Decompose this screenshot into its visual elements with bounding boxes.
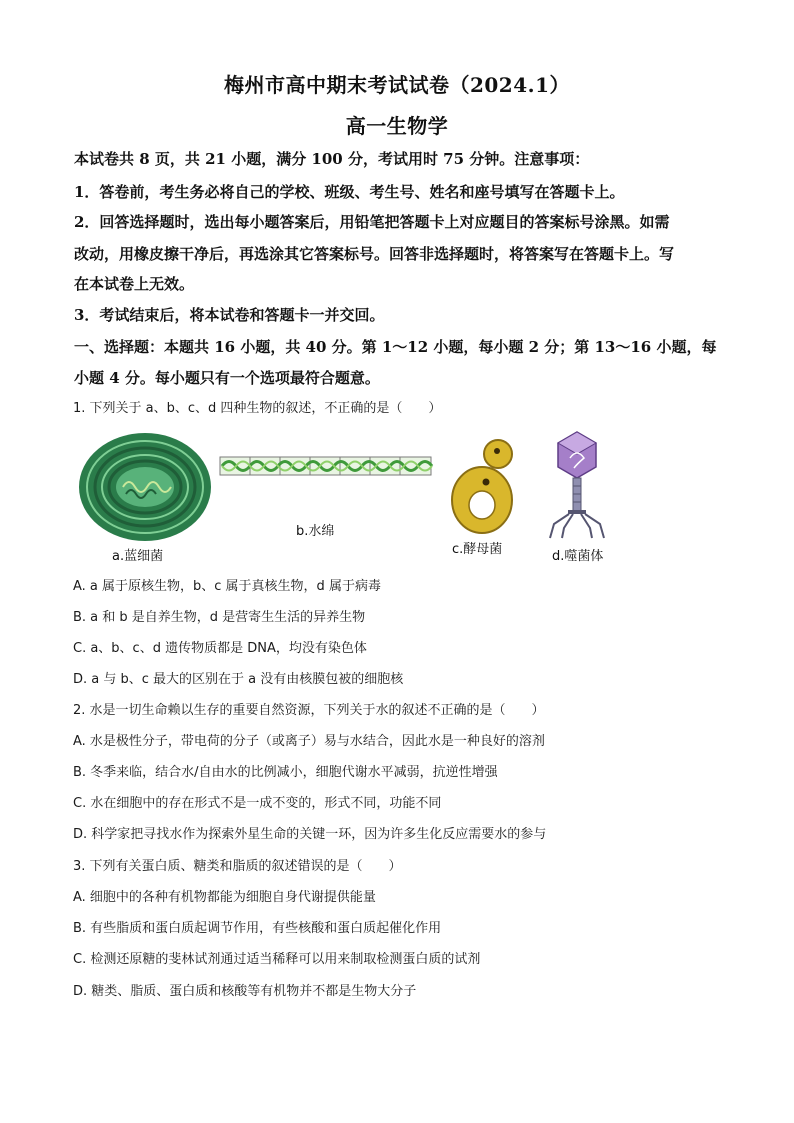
question-1-option-d: D. a 与 b、c 最大的区别在于 a 没有由核膜包被的细胞核 — [73, 672, 404, 687]
question-1-option-a: A. a 属于原核生物，b、c 属于真核生物，d 属于病毒 — [73, 579, 381, 594]
question-2-option-c: C. 水在细胞中的存在形式不是一成不变的，形式不同，功能不同 — [73, 796, 442, 811]
question-1-option-b: B. a 和 b 是自养生物，d 是营寄生生活的异养生物 — [73, 610, 366, 625]
question-3-option-c: C. 检测还原糖的斐林试剂通过适当稀释可以用来制取检测蛋白质的试剂 — [73, 952, 481, 967]
figure-label-a: a.蓝细菌 — [112, 549, 164, 564]
question-3-option-d: D. 糖类、脂质、蛋白质和核酸等有机物并不都是生物大分子 — [73, 984, 417, 999]
yeast-illustration — [448, 438, 524, 536]
question-2-option-d: D. 科学家把寻找水作为探索外星生命的关键一环，因为许多生化反应需要水的参与 — [73, 827, 547, 842]
question-3-option-a: A. 细胞中的各种有机物都能为细胞自身代谢提供能量 — [73, 890, 376, 905]
question-2-option-b: B. 冬季来临，结合水/自由水的比例减小，细胞代谢水平减弱，抗逆性增强 — [73, 765, 498, 780]
exam-title: 梅州市高中期末考试试卷（2024.1） — [223, 73, 571, 97]
question-3-option-b: B. 有些脂质和蛋白质起调节作用，有些核酸和蛋白质起催化作用 — [73, 921, 442, 936]
figure-label-b: b.水绵 — [296, 524, 335, 539]
figure-label-d: d.噬菌体 — [552, 549, 604, 564]
spirogyra-illustration — [220, 455, 432, 477]
section-heading-line-1: 一、选择题：本题共 16 小题，共 40 分。第 1～12 小题，每小题 2 分；第 13～16 小题，每 — [74, 338, 717, 356]
instruction-3: 3．考试结束后，将本试卷和答题卡一并交回。 — [74, 306, 385, 324]
section-heading-line-2: 小题 4 分。每小题只有一个选项最符合题意。 — [74, 369, 380, 387]
exam-intro: 本试卷共 8 页，共 21 小题，满分 100 分，考试用时 75 分钟。注意事项： — [74, 150, 590, 168]
cyanobacteria-illustration — [78, 432, 212, 542]
subject-title: 高一生物学 — [345, 114, 449, 138]
question-2-stem: 2. 水是一切生命赖以生存的重要自然资源，下列关于水的叙述不正确的是（ ） — [73, 703, 545, 718]
instruction-2-line-2: 改动，用橡皮擦干净后，再选涂其它答案标号。回答非选择题时，将答案写在答题卡上。写 — [74, 245, 675, 263]
bacteriophage-illustration — [546, 430, 608, 540]
question-3-stem: 3. 下列有关蛋白质、糖类和脂质的叙述错误的是（ ） — [73, 859, 402, 874]
instruction-1: 1．答卷前，考生务必将自己的学校、班级、考生号、姓名和座号填写在答题卡上。 — [74, 183, 625, 201]
question-2-option-a: A. 水是极性分子，带电荷的分子（或离子）易与水结合，因此水是一种良好的溶剂 — [73, 734, 545, 749]
question-1-option-c: C. a、b、c、d 遗传物质都是 DNA，均没有染色体 — [73, 641, 367, 656]
question-1-stem: 1. 下列关于 a、b、c、d 四种生物的叙述，不正确的是（ ） — [73, 401, 442, 416]
figure-label-c: c.酵母菌 — [452, 542, 503, 557]
instruction-2-line-1: 2．回答选择题时，选出每小题答案后，用铅笔把答题卡上对应题目的答案标号涂黑。如需 — [74, 213, 670, 231]
instruction-2-line-3: 在本试卷上无效。 — [74, 275, 195, 293]
